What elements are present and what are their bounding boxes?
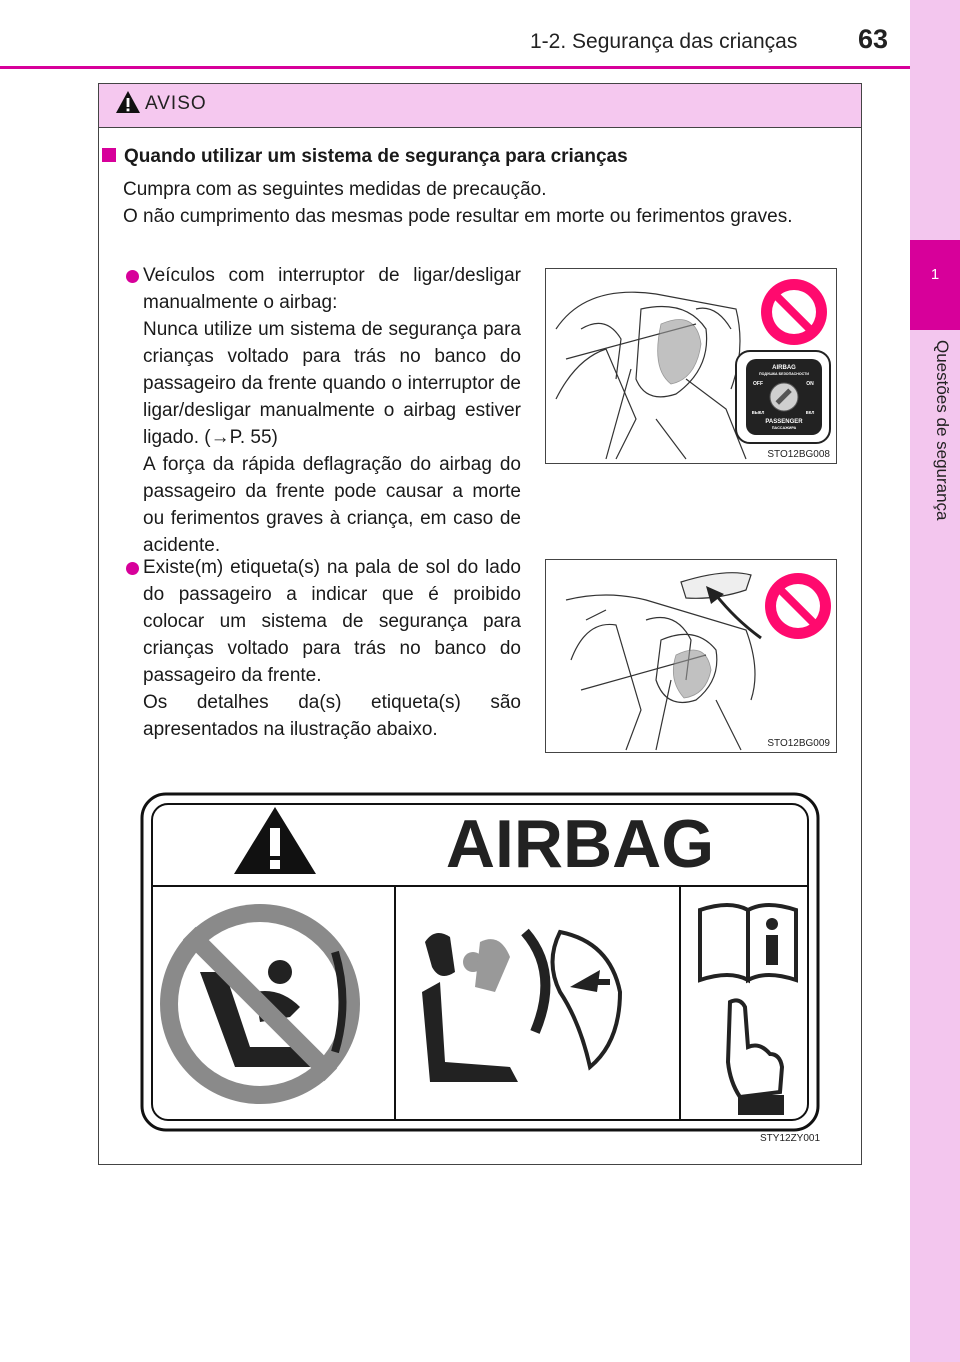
- chapter-number: 1: [930, 266, 940, 283]
- figure-sun-visor: [545, 559, 837, 753]
- bullet-line: Veículos com interruptor de ligar/desligar manualmente o airbag:: [143, 265, 521, 313]
- warning-intro: [123, 176, 847, 230]
- sun-visor-illustration: [546, 560, 836, 752]
- svg-text:PASSENGER: PASSENGER: [765, 419, 803, 425]
- section-header-title: 1-2. Segurança das crianças: [530, 30, 798, 53]
- read-manual-icon: [700, 905, 796, 980]
- svg-text:ПОДУШКА БЕЗОПАСНОСТИ: ПОДУШКА БЕЗОПАСНОСТИ: [759, 372, 809, 376]
- label-figure-code: STY12ZY001: [760, 1133, 821, 1144]
- square-bullet-icon: [102, 148, 116, 162]
- figure-code: STO12BG008: [767, 449, 830, 460]
- bullet-line: A força da rápida deflagração do airbag do passageiro da frente pode causar a morte ou ferimentos graves à criança, em caso de acidente.: [143, 454, 521, 556]
- warning-header: [99, 84, 861, 128]
- svg-text:ВКЛ: ВКЛ: [805, 410, 815, 415]
- side-tab: [910, 0, 960, 1362]
- intro-line: Cumpra com as seguintes medidas de precaução.: [123, 179, 547, 200]
- warning-triangle-icon: [115, 90, 141, 114]
- car-interior-illustration: [546, 269, 836, 463]
- label-title: AIRBAG: [445, 806, 715, 882]
- chapter-title: Questões de segurança: [933, 340, 952, 521]
- side-tab-chapter-marker: [910, 240, 960, 330]
- page-number: 63: [858, 24, 889, 54]
- header-divider: [0, 66, 910, 69]
- intro-line: O não cumprimento das mesmas pode resultar em morte ou ferimentos graves.: [123, 206, 793, 227]
- figure-airbag-switch: [545, 268, 837, 464]
- bullet-item-2: [123, 554, 521, 743]
- bullet-line: Existe(m) etiqueta(s) na pala de sol do lado do passageiro a indicar que é proibido colocar um sistema de segurança para crianças voltado para trás no banco do passageiro da frente.: [143, 557, 521, 686]
- bullet-item-1: [123, 262, 521, 559]
- bullet-line: Nunca utilize um sistema de segurança para crianças voltado para trás no banco do passageiro da frente quando o interruptor de ligar/desligar manualmente o airbag estiver ligado. (→P. 55): [143, 319, 521, 448]
- svg-text:ВЫКЛ: ВЫКЛ: [751, 410, 765, 415]
- svg-text:ON: ON: [806, 381, 814, 387]
- warning-section-title: Quando utilizar um sistema de segurança para crianças: [102, 146, 628, 168]
- no-child-seat-icon: [160, 904, 360, 1104]
- svg-text:OFF: OFF: [753, 381, 763, 387]
- warning-label: AVISO: [145, 93, 207, 114]
- bullet-line: Os detalhes da(s) etiqueta(s) são apresentados na ilustração abaixo.: [143, 692, 521, 740]
- figure-code: STO12BG009: [767, 738, 830, 749]
- svg-text:ПАССАЖИРА: ПАССАЖИРА: [771, 426, 797, 430]
- airbag-warning-label-illustration: [140, 792, 820, 1132]
- svg-text:AIRBAG: AIRBAG: [772, 365, 796, 371]
